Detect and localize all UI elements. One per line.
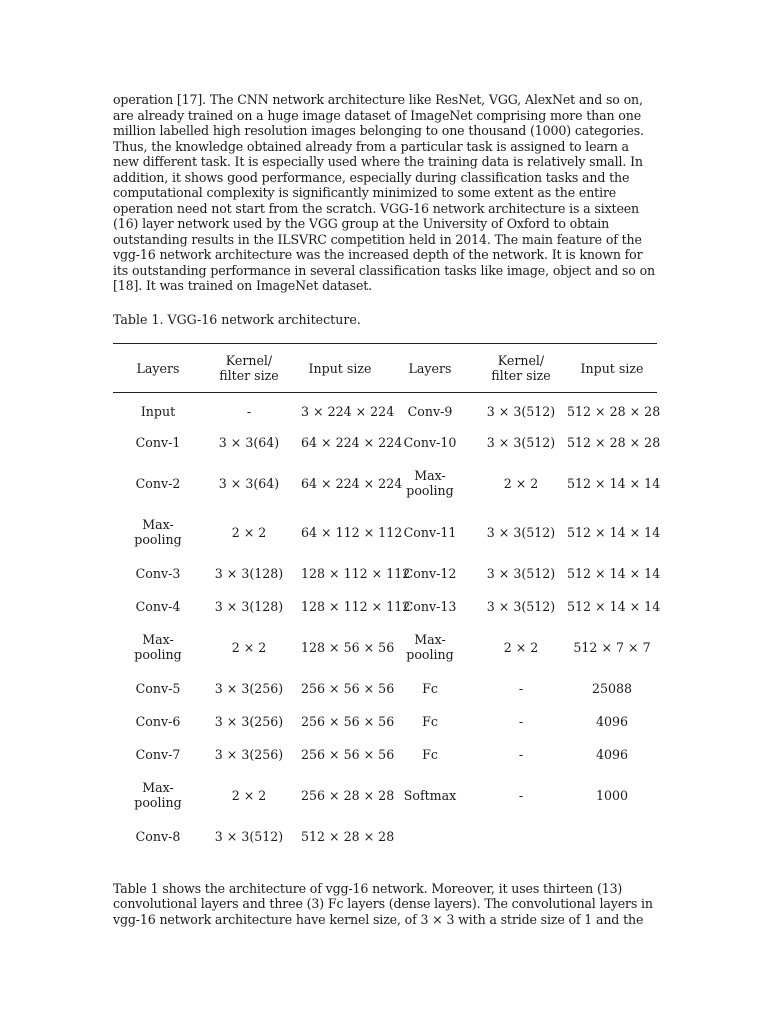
cell-layer: Conv-1 [135, 434, 181, 450]
cell-layer: Max- pooling [134, 517, 182, 547]
cell-layer: Conv-3 [135, 565, 181, 581]
cell-input: 256 × 56 × 56 [301, 713, 395, 729]
intro-paragraph: operation [17]. The CNN network architecture like ResNet, VGG, AlexNet and so on, are already trained on a huge image dataset of ImageNet comprising more than one million labelled high resolution images belonging to one thousand (1000) categories. Thus, the knowledge obtained already from a particular task is assigned to learn a new different task. It is especially used where the training data is relatively small. In addition, it shows good performance, especially during classification tasks and the computational complexity is significantly minimized to some extent as the entire operation need not start from the scratch. VGG-16 network architecture is a sixteen (16) layer network used by the VGG group at the University of Oxford to obtain outstanding results in the ILSVRC competition held in 2014. The main feature of the vgg-16 network architecture was the increased depth of the network. It is known for its outstanding performance in several classification tasks like image, object and so on [18]. It was trained on ImageNet dataset. [113, 92, 655, 293]
cell-input: 128 × 112 × 112 [301, 565, 411, 581]
table-row [113, 771, 657, 820]
cell-input: 128 × 56 × 56 [301, 639, 395, 655]
cell-layer: Conv-4 [135, 598, 181, 614]
cell-input: 512 × 28 × 28 [301, 828, 395, 844]
cell-input: 3 × 224 × 224 [301, 403, 395, 419]
cell-layer: Max- pooling [406, 632, 454, 662]
cell-kernel: 3 × 3(512) [486, 403, 556, 419]
cell-kernel: 2 × 2 [231, 787, 267, 803]
table-row [113, 738, 657, 771]
cell-input: 256 × 56 × 56 [301, 746, 395, 762]
cell-layer: Max- pooling [134, 632, 182, 662]
cell-layer: Conv-13 [403, 598, 457, 614]
table-row [113, 820, 657, 853]
header-input-size: Input size [580, 360, 644, 376]
table-row [113, 672, 657, 705]
cell-input: 4096 [595, 746, 629, 762]
table-row [113, 393, 657, 426]
cell-kernel: 3 × 3(128) [214, 565, 284, 581]
cell-layer: Conv-7 [135, 746, 181, 762]
cell-input: 4096 [595, 713, 629, 729]
table-caption: Table 1. VGG-16 network architecture. [113, 311, 361, 327]
cell-input: 512 × 28 × 28 [567, 403, 661, 419]
cell-layer: Fc [422, 746, 438, 762]
cell-layer: Fc [422, 713, 438, 729]
table-row [113, 426, 657, 459]
cell-kernel: - [518, 680, 524, 696]
cell-kernel: 2 × 2 [503, 639, 539, 655]
cell-kernel: 3 × 3(512) [486, 598, 556, 614]
table-row [113, 459, 657, 508]
cell-kernel: 3 × 3(256) [214, 680, 284, 696]
cell-kernel: 3 × 3(128) [214, 598, 284, 614]
cell-kernel: - [518, 713, 524, 729]
header-kernel-size: Kernel/ filter size [491, 353, 551, 383]
cell-layer [385, 820, 475, 853]
table-row [113, 705, 657, 738]
cell-layer: Input [140, 403, 176, 419]
cell-kernel: 3 × 3(512) [486, 434, 556, 450]
header-layers: Layers [408, 360, 452, 376]
cell-kernel: - [518, 746, 524, 762]
cell-layer: Softmax [403, 787, 457, 803]
cell-input: 512 × 28 × 28 [567, 434, 661, 450]
table-row [113, 557, 657, 590]
document-page [113, 92, 661, 927]
table-row [113, 623, 657, 672]
cell-kernel: 3 × 3(256) [214, 713, 284, 729]
cell-layer: Conv-6 [135, 713, 181, 729]
cell-layer: Fc [422, 680, 438, 696]
cell-input: 64 × 224 × 224 [301, 475, 403, 491]
cell-kernel: 3 × 3(64) [218, 434, 280, 450]
cell-input: 1000 [595, 787, 629, 803]
cell-input: 256 × 56 × 56 [301, 680, 395, 696]
cell-input: 512 × 14 × 14 [567, 524, 661, 540]
cell-kernel: 2 × 2 [231, 639, 267, 655]
header-layers: Layers [136, 360, 180, 376]
cell-layer: Conv-5 [135, 680, 181, 696]
cell-input: 512 × 7 × 7 [573, 639, 651, 655]
cell-layer: Conv-8 [135, 828, 181, 844]
table-row [113, 508, 657, 557]
cell-kernel: 3 × 3(512) [214, 828, 284, 844]
cell-layer: Max- pooling [406, 468, 454, 498]
cell-kernel: 2 × 2 [503, 475, 539, 491]
cell-kernel: 3 × 3(512) [486, 565, 556, 581]
cell-layer: Conv-9 [407, 403, 453, 419]
closing-paragraph: Table 1 shows the architecture of vgg-16 network. Moreover, it uses thirteen (13) convolutional layers and three (3) Fc layers (dense layers). The convolutional layers in vgg-16 network architecture have kernel size, of 3 × 3 with a stride size of 1 and the [113, 880, 653, 927]
cell-layer: Max- pooling [134, 780, 182, 810]
cell-input: 64 × 112 × 112 [301, 524, 403, 540]
cell-input [567, 820, 657, 853]
table-row [113, 590, 657, 623]
cell-input: 128 × 112 × 112 [301, 598, 411, 614]
table-body [113, 393, 661, 853]
cell-layer: Conv-12 [403, 565, 457, 581]
header-input-size: Input size [308, 360, 372, 376]
cell-kernel: 3 × 3(512) [486, 524, 556, 540]
cell-input: 256 × 28 × 28 [301, 787, 395, 803]
table-header-row [113, 344, 657, 393]
cell-layer: Conv-10 [403, 434, 457, 450]
cell-input: 512 × 14 × 14 [567, 565, 661, 581]
cell-input: 64 × 224 × 224 [301, 434, 403, 450]
cell-kernel: - [246, 403, 252, 419]
cell-kernel: 3 × 3(64) [218, 475, 280, 491]
cell-input: 512 × 14 × 14 [567, 475, 661, 491]
cell-layer: Conv-2 [135, 475, 181, 491]
header-kernel-size: Kernel/ filter size [219, 353, 279, 383]
cell-kernel [475, 820, 567, 853]
vgg16-architecture-table [113, 343, 661, 853]
cell-input: 25088 [591, 680, 633, 696]
cell-layer: Conv-11 [403, 524, 457, 540]
cell-input: 512 × 14 × 14 [567, 598, 661, 614]
cell-kernel: 2 × 2 [231, 524, 267, 540]
cell-kernel: 3 × 3(256) [214, 746, 284, 762]
cell-kernel: - [518, 787, 524, 803]
